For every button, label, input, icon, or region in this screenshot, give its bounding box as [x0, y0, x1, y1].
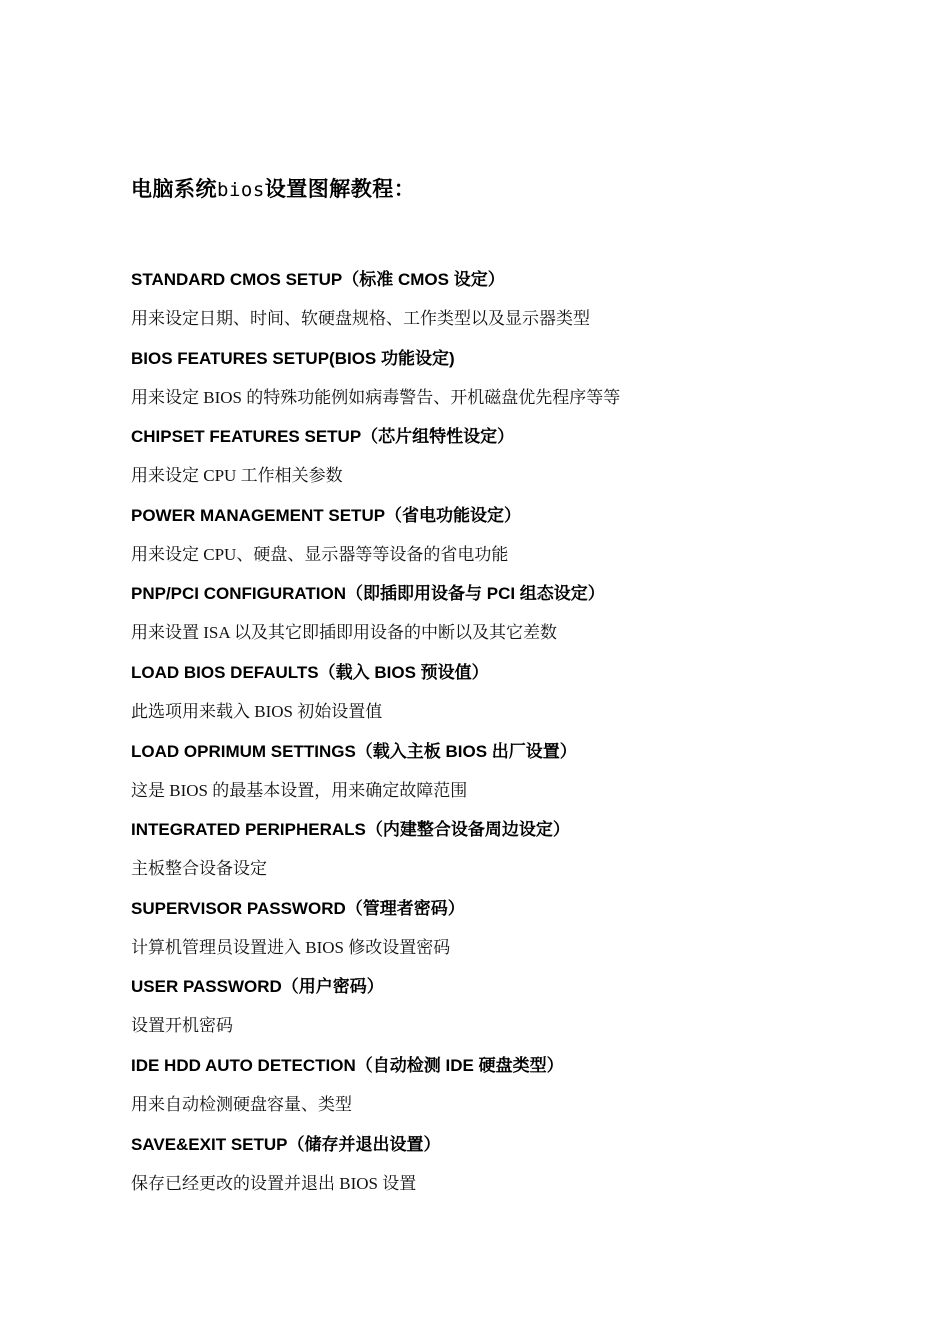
entry-heading: POWER MANAGEMENT SETUP（省电功能设定）	[131, 505, 522, 525]
entry-description: 这是 BIOS 的最基本设置，用来确定故障范围	[131, 780, 468, 800]
entry-description: 设置开机密码	[131, 1016, 233, 1036]
list-item	[131, 891, 891, 970]
entry-heading: BIOS FEATURES SETUP(BIOS 功能设定)	[131, 348, 455, 368]
title-bios: bios	[217, 179, 265, 201]
list-item	[131, 734, 891, 813]
entry-description: 用来设定 BIOS 的特殊功能例如病毒警告、开机磁盘优先程序等等	[131, 387, 621, 407]
entry-description: 此选项用来载入 BIOS 初始设置值	[131, 701, 383, 721]
list-item	[131, 1048, 891, 1127]
bios-menu-list	[131, 262, 891, 1205]
entry-description: 用来设置 ISA 以及其它即插即用设备的中断以及其它差数	[131, 623, 557, 643]
entry-heading: LOAD OPRIMUM SETTINGS（载入主板 BIOS 出厂设置）	[131, 741, 577, 761]
entry-description: 用来设定 CPU 工作相关参数	[131, 466, 343, 486]
entry-description: 用来设定日期、时间、软硬盘规格、工作类型以及显示器类型	[131, 309, 590, 328]
entry-description: 保存已经更改的设置并退出 BIOS 设置	[131, 1173, 417, 1193]
entry-heading: IDE HDD AUTO DETECTION（自动检测 IDE 硬盘类型）	[131, 1055, 564, 1075]
list-item	[131, 812, 891, 891]
entry-heading: USER PASSWORD（用户密码）	[131, 977, 384, 997]
entry-heading: STANDARD CMOS SETUP（标准 CMOS 设定）	[131, 270, 505, 289]
list-item	[131, 655, 891, 734]
title-suffix: 设置图解教程：	[264, 177, 416, 201]
entry-heading: CHIPSET FEATURES SETUP（芯片组特性设定）	[131, 427, 515, 447]
list-item	[131, 262, 891, 341]
entry-heading: PNP/PCI CONFIGURATION（即插即用设备与 PCI 组态设定）	[131, 584, 605, 604]
list-item	[131, 341, 891, 420]
entry-heading: SAVE&EXIT SETUP（储存并退出设置）	[131, 1134, 441, 1154]
list-item	[131, 576, 891, 655]
entry-description: 计算机管理员设置进入 BIOS 修改设置密码	[131, 937, 451, 957]
list-item	[131, 969, 891, 1048]
entry-heading: INTEGRATED PERIPHERALS（内建整合设备周边设定）	[131, 820, 570, 840]
document-title	[131, 174, 415, 205]
entry-description: 用来设定 CPU、硬盘、显示器等等设备的省电功能	[131, 544, 509, 564]
entry-heading: SUPERVISOR PASSWORD（管理者密码）	[131, 898, 465, 918]
title-prefix: 电脑系统	[131, 177, 217, 201]
entry-description: 用来自动检测硬盘容量、类型	[131, 1094, 352, 1114]
list-item	[131, 1127, 891, 1206]
list-item	[131, 498, 891, 577]
list-item	[131, 419, 891, 498]
entry-heading: LOAD BIOS DEFAULTS（载入 BIOS 预设值）	[131, 662, 489, 682]
entry-description: 主板整合设备设定	[131, 859, 267, 879]
